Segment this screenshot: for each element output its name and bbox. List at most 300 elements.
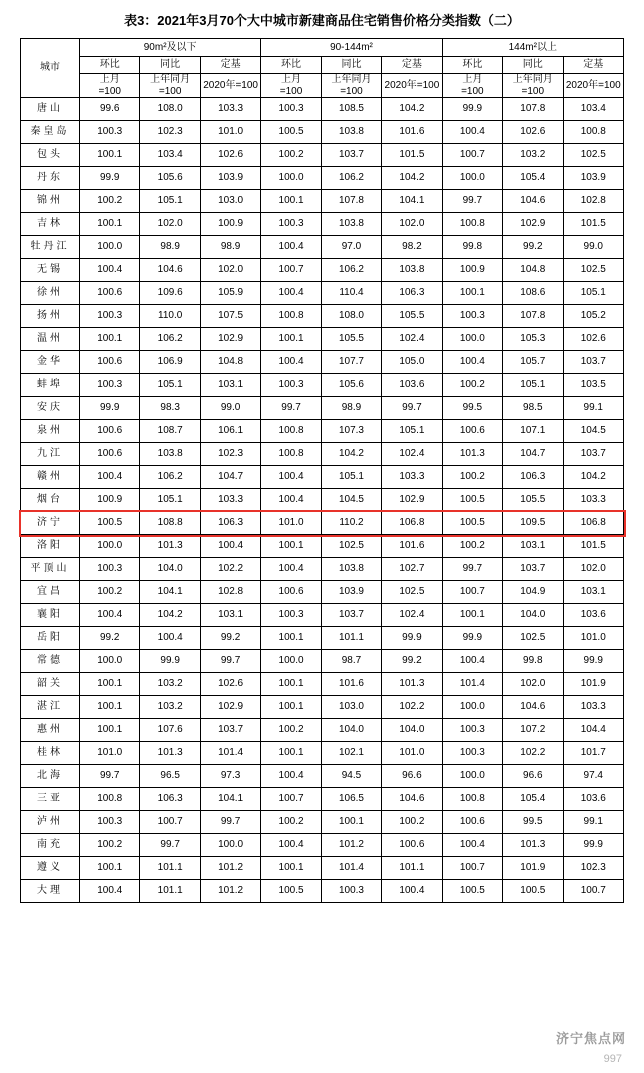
value-cell: 102.6 [563,328,624,351]
city-name: 大理 [21,880,80,903]
city-name: 泉州 [21,420,80,443]
value-cell: 101.0 [261,512,321,535]
value-cell: 101.3 [140,535,200,558]
value-cell: 100.7 [261,259,321,282]
table-row [21,673,624,696]
city-name: 扬州 [21,305,80,328]
value-cell: 107.6 [140,719,200,742]
value-cell: 102.5 [563,144,624,167]
value-cell: 100.1 [80,719,140,742]
value-cell: 103.8 [382,259,442,282]
header-sub-0-2: 定基 [200,57,260,74]
value-cell: 103.1 [563,581,624,604]
table-row [21,167,624,190]
value-cell: 106.5 [321,788,381,811]
value-cell: 100.5 [442,512,502,535]
table-row [21,834,624,857]
table-row [21,558,624,581]
value-cell: 103.7 [321,144,381,167]
value-cell: 100.2 [382,811,442,834]
value-cell: 100.3 [80,121,140,144]
city-name: 安庆 [21,397,80,420]
value-cell: 100.3 [80,811,140,834]
value-cell: 100.5 [503,880,563,903]
value-cell: 101.2 [200,880,260,903]
city-name: 温州 [21,328,80,351]
city-name: 泸州 [21,811,80,834]
value-cell: 100.0 [80,236,140,259]
value-cell: 107.3 [321,420,381,443]
value-cell: 104.0 [382,719,442,742]
value-cell: 100.5 [442,880,502,903]
table-row [21,374,624,397]
value-cell: 104.6 [382,788,442,811]
value-cell: 100.9 [200,213,260,236]
value-cell: 99.5 [442,397,502,420]
value-cell: 99.2 [200,627,260,650]
value-cell: 103.7 [563,443,624,466]
value-cell: 100.6 [80,420,140,443]
value-cell: 100.4 [261,466,321,489]
value-cell: 100.6 [442,420,502,443]
value-cell: 97.3 [200,765,260,788]
value-cell: 103.6 [563,604,624,627]
header-base-2-1: 上年同月 =100 [503,74,563,98]
value-cell: 105.6 [140,167,200,190]
value-cell: 100.6 [382,834,442,857]
value-cell: 103.5 [563,374,624,397]
value-cell: 99.7 [80,765,140,788]
table-row [21,742,624,765]
value-cell: 100.0 [442,328,502,351]
header-base-1-1: 上年同月 =100 [321,74,381,98]
value-cell: 100.0 [80,535,140,558]
value-cell: 97.0 [321,236,381,259]
value-cell: 105.1 [140,190,200,213]
value-cell: 99.9 [382,627,442,650]
table-row [21,259,624,282]
value-cell: 101.4 [200,742,260,765]
price-index-table [20,38,624,903]
value-cell: 100.7 [442,857,502,880]
value-cell: 100.1 [80,328,140,351]
value-cell: 106.8 [382,512,442,535]
city-name: 宜昌 [21,581,80,604]
value-cell: 99.1 [563,397,624,420]
value-cell: 101.9 [563,673,624,696]
table-row [21,696,624,719]
header-group-2: 144m²以上 [442,39,623,57]
value-cell: 99.1 [563,811,624,834]
city-name: 金华 [21,351,80,374]
city-name: 赣州 [21,466,80,489]
value-cell: 104.2 [382,167,442,190]
value-cell: 102.9 [200,696,260,719]
value-cell: 100.4 [80,880,140,903]
value-cell: 99.5 [503,811,563,834]
value-cell: 100.5 [442,489,502,512]
value-cell: 103.4 [140,144,200,167]
value-cell: 104.1 [140,581,200,604]
value-cell: 103.3 [382,466,442,489]
value-cell: 102.0 [200,259,260,282]
value-cell: 98.3 [140,397,200,420]
value-cell: 110.2 [321,512,381,535]
city-name: 吉林 [21,213,80,236]
value-cell: 106.3 [200,512,260,535]
value-cell: 101.5 [563,535,624,558]
value-cell: 109.5 [503,512,563,535]
table-body [21,98,624,903]
value-cell: 100.2 [80,581,140,604]
value-cell: 104.6 [503,190,563,213]
value-cell: 102.7 [382,558,442,581]
value-cell: 105.9 [200,282,260,305]
value-cell: 103.8 [321,121,381,144]
value-cell: 100.7 [442,144,502,167]
value-cell: 107.7 [321,351,381,374]
value-cell: 104.8 [200,351,260,374]
value-cell: 103.7 [321,604,381,627]
value-cell: 110.0 [140,305,200,328]
value-cell: 100.4 [261,834,321,857]
value-cell: 101.7 [563,742,624,765]
table-row [21,880,624,903]
value-cell: 106.3 [140,788,200,811]
value-cell: 102.3 [200,443,260,466]
header-base-2-0: 上月 =100 [442,74,502,98]
value-cell: 104.2 [321,443,381,466]
value-cell: 99.7 [442,190,502,213]
value-cell: 102.4 [382,604,442,627]
value-cell: 100.5 [261,121,321,144]
header-sub-1-1: 同比 [321,57,381,74]
value-cell: 100.4 [442,351,502,374]
value-cell: 108.8 [140,512,200,535]
value-cell: 107.5 [200,305,260,328]
header-base-0-1: 上年同月 =100 [140,74,200,98]
value-cell: 101.3 [503,834,563,857]
value-cell: 108.7 [140,420,200,443]
value-cell: 101.5 [382,144,442,167]
value-cell: 107.1 [503,420,563,443]
value-cell: 98.7 [321,650,381,673]
value-cell: 99.7 [382,397,442,420]
value-cell: 100.0 [80,650,140,673]
value-cell: 99.9 [563,650,624,673]
value-cell: 100.4 [80,604,140,627]
value-cell: 100.3 [442,742,502,765]
value-cell: 106.8 [563,512,624,535]
header-row-sub [21,57,624,74]
value-cell: 103.9 [563,167,624,190]
value-cell: 102.2 [503,742,563,765]
table-row [21,144,624,167]
value-cell: 100.3 [261,374,321,397]
value-cell: 102.2 [200,558,260,581]
table-row [21,190,624,213]
value-cell: 102.3 [140,121,200,144]
value-cell: 100.7 [563,880,624,903]
value-cell: 99.7 [200,650,260,673]
value-cell: 99.9 [563,834,624,857]
value-cell: 100.2 [442,466,502,489]
value-cell: 104.9 [503,581,563,604]
value-cell: 99.6 [80,98,140,121]
value-cell: 100.4 [261,351,321,374]
value-cell: 100.1 [321,811,381,834]
table-row [21,650,624,673]
value-cell: 104.5 [563,420,624,443]
value-cell: 106.1 [200,420,260,443]
value-cell: 106.9 [140,351,200,374]
value-cell: 100.4 [261,236,321,259]
value-cell: 98.9 [321,397,381,420]
value-cell: 102.5 [503,627,563,650]
city-name: 三亚 [21,788,80,811]
value-cell: 103.3 [200,98,260,121]
value-cell: 102.9 [503,213,563,236]
header-sub-2-1: 同比 [503,57,563,74]
value-cell: 100.2 [261,144,321,167]
value-cell: 101.1 [321,627,381,650]
city-name: 惠州 [21,719,80,742]
value-cell: 103.1 [200,604,260,627]
value-cell: 105.1 [503,374,563,397]
value-cell: 100.5 [261,880,321,903]
value-cell: 100.1 [261,673,321,696]
value-cell: 100.6 [80,443,140,466]
city-name: 秦皇岛 [21,121,80,144]
value-cell: 104.1 [382,190,442,213]
value-cell: 100.0 [261,650,321,673]
value-cell: 101.1 [140,880,200,903]
value-cell: 104.7 [503,443,563,466]
city-name: 济宁 [21,512,80,535]
value-cell: 101.0 [80,742,140,765]
table-row [21,765,624,788]
header-sub-2-0: 环比 [442,57,502,74]
table-row [21,121,624,144]
value-cell: 105.1 [382,420,442,443]
value-cell: 101.5 [563,213,624,236]
value-cell: 98.5 [503,397,563,420]
value-cell: 100.3 [80,558,140,581]
value-cell: 101.0 [563,627,624,650]
value-cell: 100.6 [80,351,140,374]
value-cell: 102.2 [382,696,442,719]
value-cell: 100.4 [200,535,260,558]
table-row [21,397,624,420]
value-cell: 105.7 [503,351,563,374]
value-cell: 100.2 [261,719,321,742]
table-row [21,719,624,742]
value-cell: 96.6 [382,765,442,788]
value-cell: 104.4 [563,719,624,742]
value-cell: 104.5 [321,489,381,512]
value-cell: 100.4 [261,558,321,581]
value-cell: 100.4 [442,650,502,673]
value-cell: 102.9 [200,328,260,351]
value-cell: 102.8 [200,581,260,604]
value-cell: 106.2 [321,259,381,282]
value-cell: 100.8 [563,121,624,144]
value-cell: 99.9 [80,167,140,190]
value-cell: 102.6 [200,144,260,167]
value-cell: 100.2 [442,374,502,397]
value-cell: 100.8 [442,213,502,236]
header-base-1-0: 上月 =100 [261,74,321,98]
table-row [21,512,624,535]
value-cell: 106.3 [382,282,442,305]
table-row [21,351,624,374]
value-cell: 108.5 [321,98,381,121]
value-cell: 98.2 [382,236,442,259]
header-group-0: 90m²及以下 [80,39,261,57]
header-sub-1-2: 定基 [382,57,442,74]
value-cell: 100.1 [261,627,321,650]
value-cell: 100.3 [261,213,321,236]
value-cell: 100.0 [442,696,502,719]
value-cell: 100.6 [442,811,502,834]
value-cell: 99.8 [503,650,563,673]
value-cell: 103.9 [321,581,381,604]
value-cell: 104.2 [140,604,200,627]
value-cell: 104.7 [200,466,260,489]
value-cell: 100.1 [261,857,321,880]
value-cell: 107.8 [321,190,381,213]
value-cell: 103.7 [503,558,563,581]
value-cell: 100.8 [80,788,140,811]
value-cell: 103.2 [503,144,563,167]
header-row-groups [21,39,624,57]
value-cell: 100.4 [261,765,321,788]
value-cell: 105.4 [503,788,563,811]
value-cell: 100.0 [442,765,502,788]
value-cell: 102.6 [503,121,563,144]
table-row [21,581,624,604]
value-cell: 100.9 [80,489,140,512]
value-cell: 101.4 [442,673,502,696]
city-name: 桂林 [21,742,80,765]
value-cell: 100.6 [80,282,140,305]
header-sub-0-1: 同比 [140,57,200,74]
value-cell: 105.3 [503,328,563,351]
city-name: 韶关 [21,673,80,696]
value-cell: 105.2 [563,305,624,328]
header-group-1: 90-144m² [261,39,442,57]
value-cell: 101.6 [382,535,442,558]
value-cell: 100.6 [261,581,321,604]
value-cell: 100.1 [80,696,140,719]
value-cell: 100.1 [442,282,502,305]
value-cell: 100.2 [261,811,321,834]
watermark: 济宁焦点网 [555,1031,626,1046]
value-cell: 103.3 [200,489,260,512]
value-cell: 101.6 [382,121,442,144]
value-cell: 99.9 [140,650,200,673]
value-cell: 99.9 [442,98,502,121]
table-row [21,604,624,627]
value-cell: 105.5 [382,305,442,328]
value-cell: 103.6 [382,374,442,397]
value-cell: 106.2 [321,167,381,190]
value-cell: 101.6 [321,673,381,696]
city-name: 常德 [21,650,80,673]
value-cell: 99.0 [563,236,624,259]
value-cell: 102.5 [321,535,381,558]
value-cell: 103.8 [321,558,381,581]
value-cell: 98.9 [140,236,200,259]
table-row [21,788,624,811]
value-cell: 106.2 [140,466,200,489]
value-cell: 99.7 [442,558,502,581]
value-cell: 99.2 [382,650,442,673]
value-cell: 101.0 [200,121,260,144]
value-cell: 102.4 [382,443,442,466]
value-cell: 103.2 [140,696,200,719]
value-cell: 102.9 [382,489,442,512]
value-cell: 100.7 [261,788,321,811]
city-name: 岳阳 [21,627,80,650]
value-cell: 100.1 [80,144,140,167]
page-title: 表3：2021年3月70个大中城市新建商品住宅销售价格分类指数（二） [124,13,520,28]
city-name: 洛阳 [21,535,80,558]
value-cell: 100.1 [261,535,321,558]
value-cell: 105.1 [563,282,624,305]
value-cell: 101.0 [382,742,442,765]
value-cell: 103.3 [563,696,624,719]
value-cell: 104.2 [563,466,624,489]
city-name: 蚌埠 [21,374,80,397]
value-cell: 109.6 [140,282,200,305]
value-cell: 110.4 [321,282,381,305]
value-cell: 100.2 [442,535,502,558]
value-cell: 100.2 [80,834,140,857]
value-cell: 96.6 [503,765,563,788]
value-cell: 101.3 [140,742,200,765]
city-name: 牡丹江 [21,236,80,259]
header-base-2-2: 2020年=100 [563,74,624,98]
value-cell: 107.2 [503,719,563,742]
header-base-0-2: 2020年=100 [200,74,260,98]
city-name: 锦州 [21,190,80,213]
value-cell: 100.4 [140,627,200,650]
table-row [21,627,624,650]
city-name: 丹东 [21,167,80,190]
city-name: 平顶山 [21,558,80,581]
table-row [21,328,624,351]
table-row [21,282,624,305]
value-cell: 102.4 [382,328,442,351]
header-sub-2-2: 定基 [563,57,624,74]
value-cell: 100.7 [442,581,502,604]
value-cell: 100.3 [80,374,140,397]
city-name: 湛江 [21,696,80,719]
value-cell: 100.4 [261,282,321,305]
value-cell: 100.7 [140,811,200,834]
value-cell: 108.6 [503,282,563,305]
value-cell: 99.9 [442,627,502,650]
value-cell: 105.6 [321,374,381,397]
value-cell: 101.1 [140,857,200,880]
value-cell: 105.4 [503,167,563,190]
table-row [21,420,624,443]
value-cell: 105.1 [140,489,200,512]
value-cell: 100.1 [261,696,321,719]
header-city: 城市 [21,39,80,98]
city-name: 南充 [21,834,80,857]
